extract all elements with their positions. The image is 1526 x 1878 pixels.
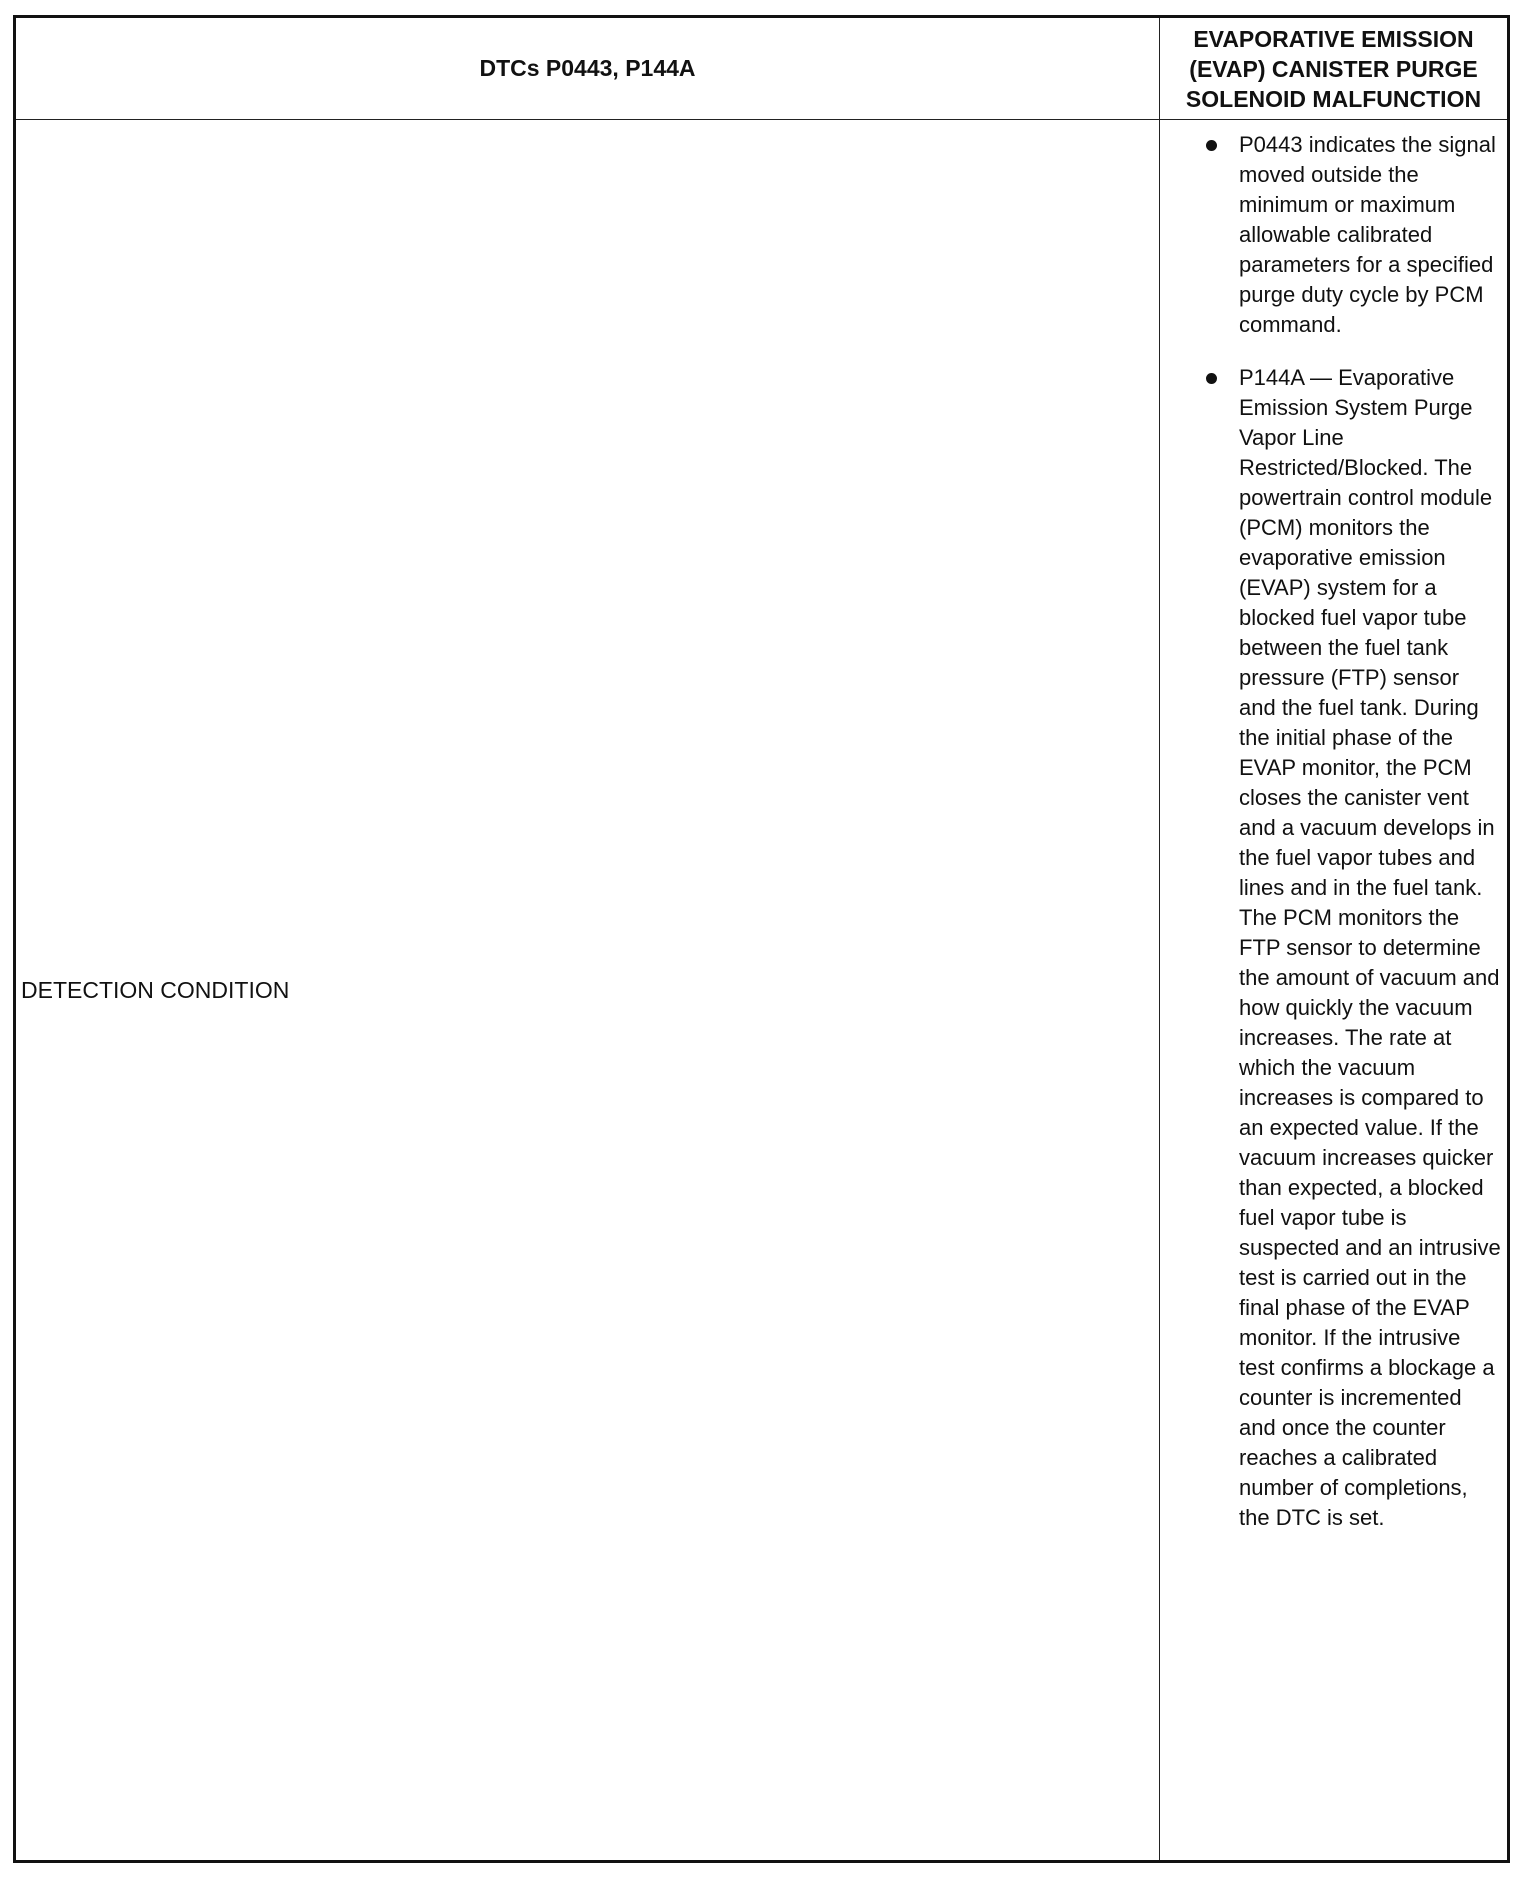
list-item xyxy=(1160,363,1501,1533)
bullet-icon xyxy=(1206,140,1217,151)
bullet-text: P144A — Evaporative Emission System Purge Vapor Line Restricted/Blocked. The powertrain control module (PCM) monitors the evaporative emission (EVAP) system for a blocked fuel vapor tube between the fuel tank pressure (FTP) sensor and the fuel tank. During the initial phase of the EVAP monitor, the PCM closes the canister vent and a vacuum develops in the fuel vapor tubes and lines and in the fuel tank. The PCM monitors the FTP sensor to determine the amount of vacuum and how quickly the vacuum increases. The rate at which the vacuum increases is compared to an expected value. If the vacuum increases quicker than expected, a blocked fuel vapor tube is suspected and an intrusive test is carried out in the final phase of the EVAP monitor. If the intrusive test confirms a blockage a counter is incremented and once the counter reaches a calibrated number of completions, the DTC is set. xyxy=(1239,365,1501,1530)
bullet-icon xyxy=(1206,373,1217,384)
dtc-codes-heading: DTCs P0443, P144A xyxy=(15,17,1160,120)
condition-bullet-list xyxy=(1160,130,1501,1533)
title-line: SOLENOID MALFUNCTION xyxy=(1185,85,1482,112)
dtc-table xyxy=(13,15,1510,1863)
detection-condition-details xyxy=(1160,120,1509,1862)
title-line: (EVAP) CANISTER PURGE xyxy=(1189,55,1478,82)
bullet-text: P0443 indicates the signal moved outside the minimum or maximum allowable calibrated parameters for a specified purge duty cycle by PCM command. xyxy=(1239,132,1496,337)
table-header-row xyxy=(15,17,1509,120)
malfunction-title xyxy=(1160,17,1509,120)
title-line: EVAPORATIVE EMISSION xyxy=(1193,25,1474,52)
detection-condition-label: DETECTION CONDITION xyxy=(15,120,1160,1862)
list-item xyxy=(1160,130,1501,340)
detection-condition-row xyxy=(15,120,1509,1862)
